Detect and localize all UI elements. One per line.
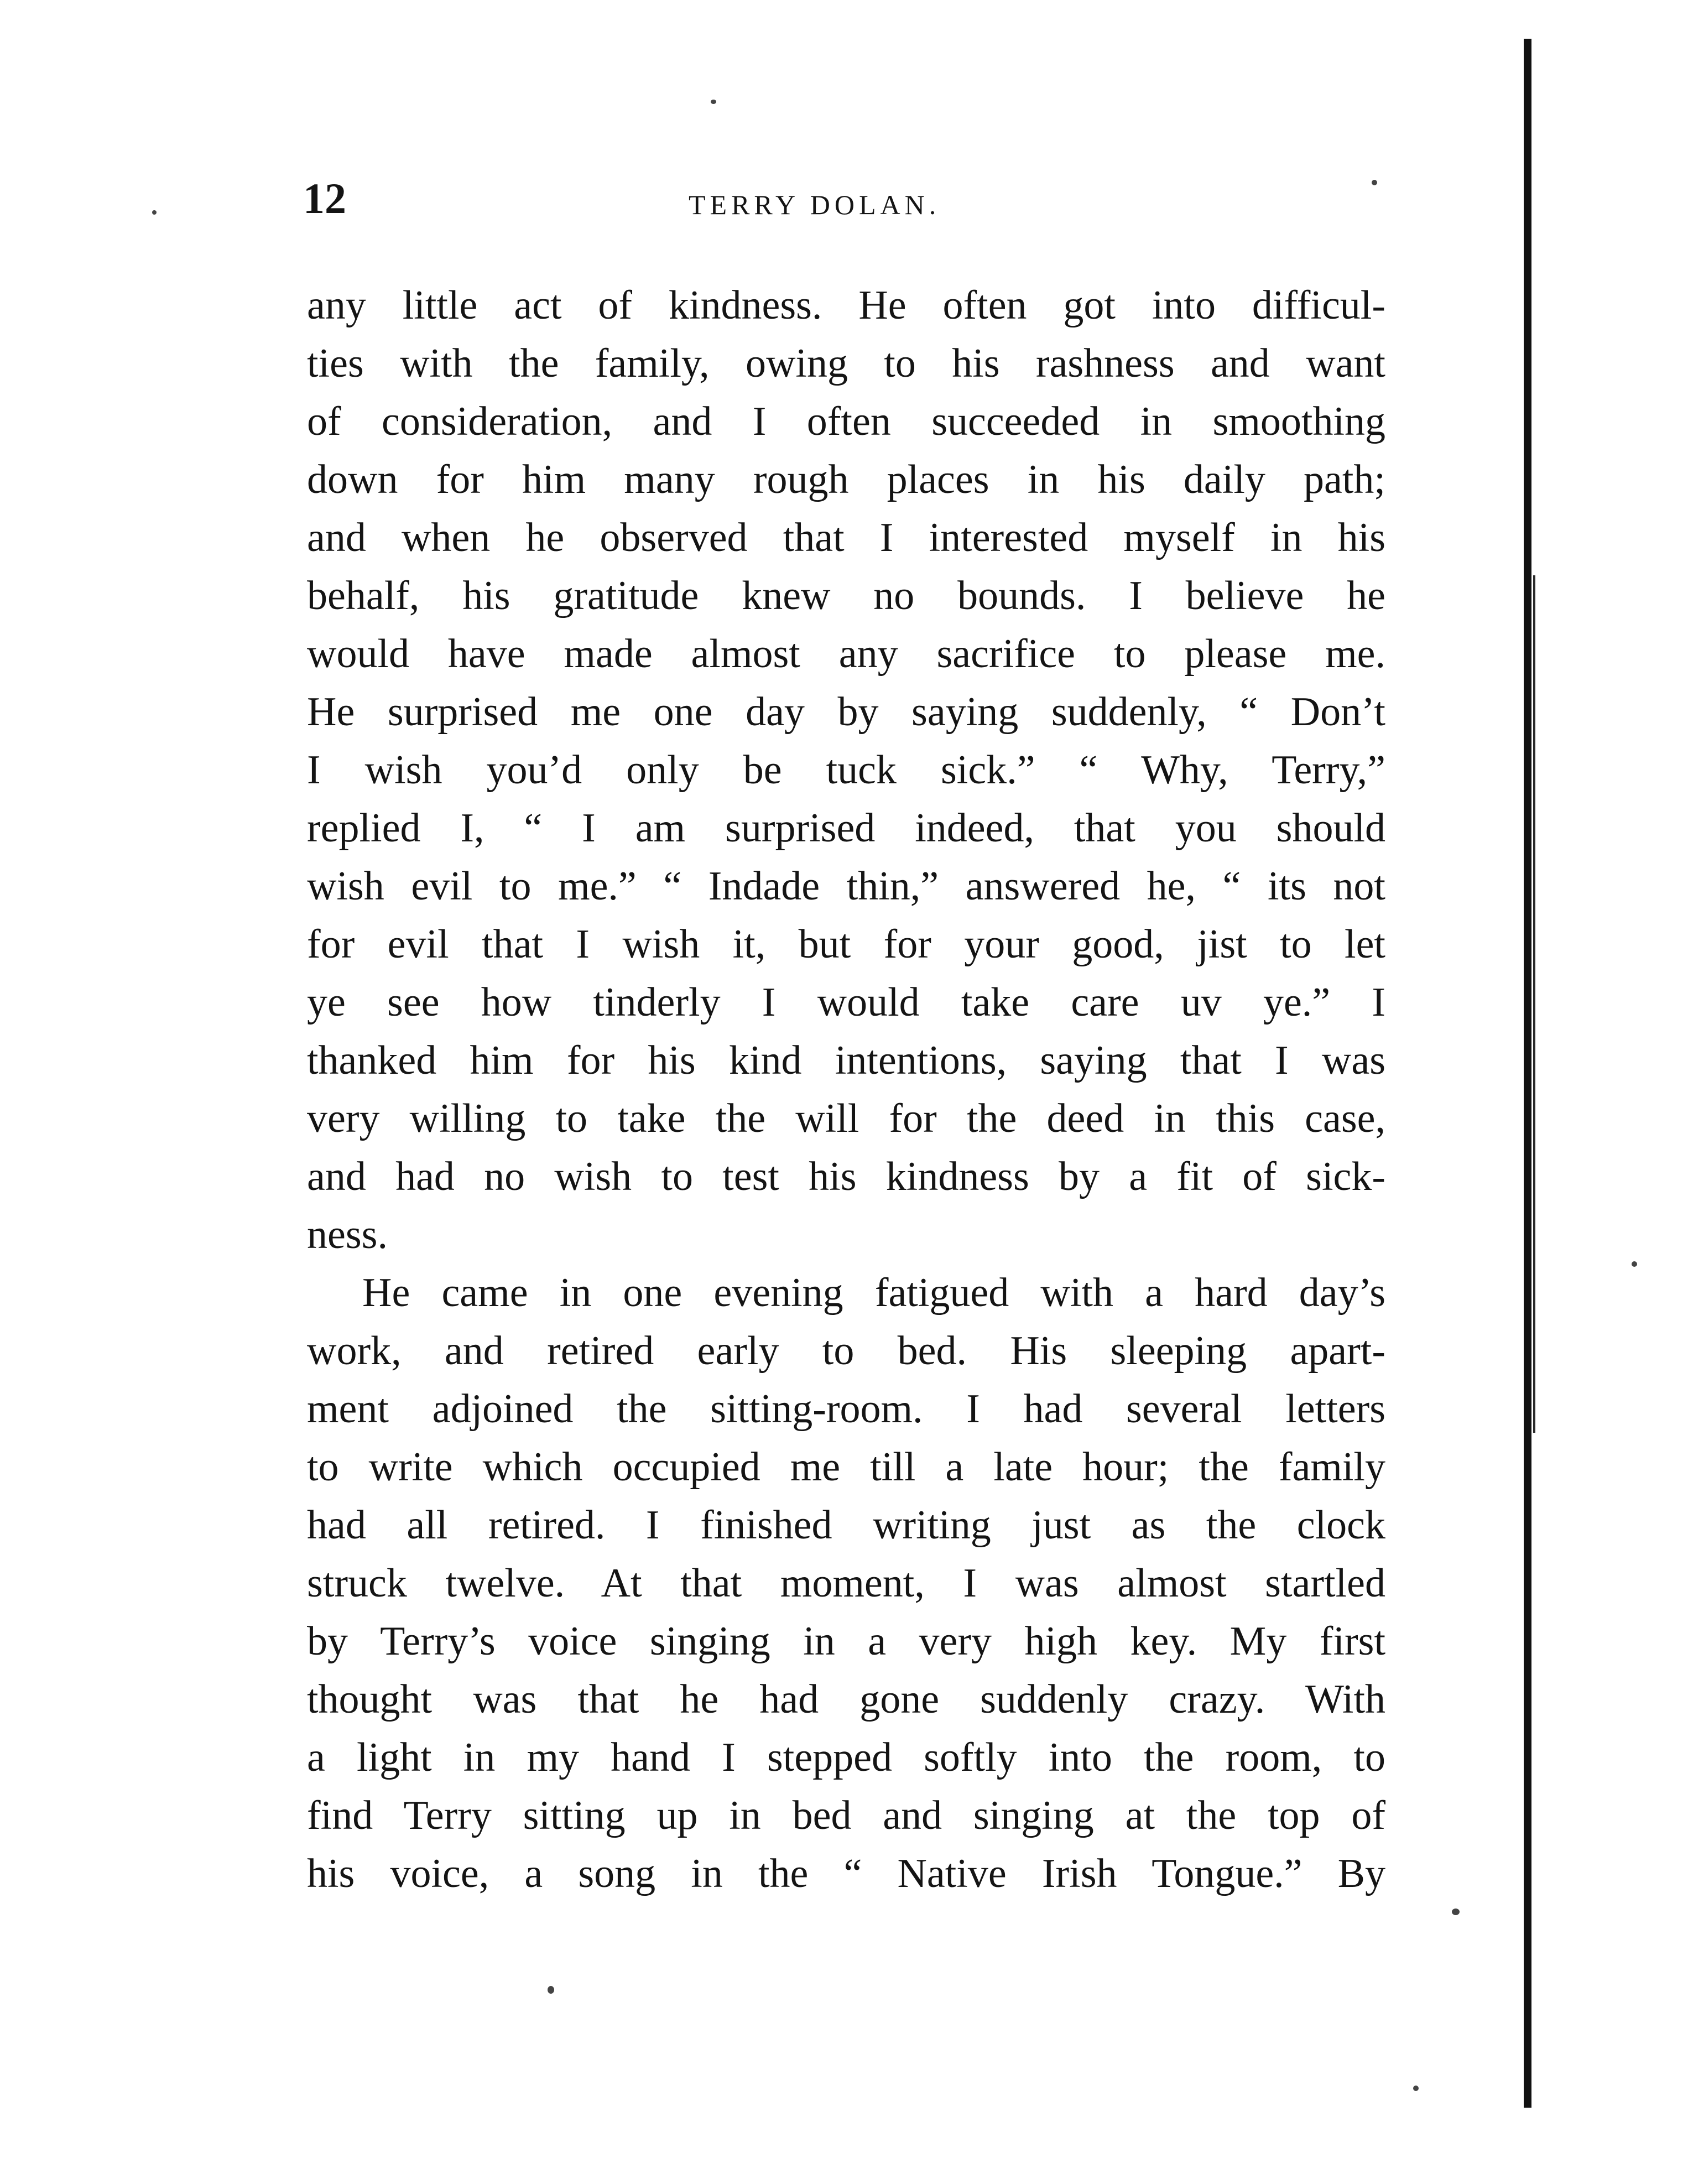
text-line: to write which occupied me till a late hour; the family: [307, 1444, 1385, 1490]
text-line: struck twelve. At that moment, I was almost startled: [307, 1561, 1385, 1606]
scan-speck: [548, 1986, 554, 1994]
paragraph-first-line: He came in one evening fatigued with a hard day’s: [362, 1270, 1385, 1315]
text-line: a light in my hand I stepped softly into the room, to: [307, 1735, 1385, 1780]
scan-speck: [1632, 1261, 1637, 1267]
text-line: ment adjoined the sitting-room. I had several letters: [307, 1386, 1385, 1432]
running-head: TERRY DOLAN.: [689, 189, 941, 220]
text-line: of consideration, and I often succeeded in smoothing: [307, 399, 1385, 444]
text-line: I wish you’d only be tuck sick.” “ Why, Terry,”: [307, 747, 1385, 793]
text-line: find Terry sitting up in bed and singing at the top of: [307, 1793, 1385, 1838]
scan-speck: [1413, 2086, 1419, 2091]
text-line: ness.: [307, 1212, 388, 1257]
text-line: had all retired. I finished writing just as the clock: [307, 1502, 1385, 1548]
text-line: wish evil to me.” “ Indade thin,” answered he, “ its not: [307, 864, 1385, 909]
text-line: ye see how tinderly I would take care uv ye.” I: [307, 980, 1385, 1025]
text-line: thought was that he had gone suddenly crazy. With: [307, 1677, 1385, 1722]
text-line: work, and retired early to bed. His sleeping apart-: [307, 1328, 1385, 1374]
scan-speck: [711, 100, 716, 104]
text-line: would have made almost any sacrifice to please me.: [307, 631, 1385, 677]
scan-speck: [152, 210, 157, 215]
text-line: by Terry’s voice singing in a very high key. My first: [307, 1619, 1385, 1664]
text-line: ties with the family, owing to his rashness and want: [307, 341, 1385, 386]
page-number: 12: [303, 174, 346, 222]
scan-speck: [1372, 180, 1377, 185]
text-line: He surprised me one day by saying suddenly, “ Don’t: [307, 689, 1385, 735]
text-line: for evil that I wish it, but for your good, jist to let: [307, 922, 1385, 967]
text-line: any little act of kindness. He often got into difficul-: [307, 283, 1385, 328]
text-line: and when he observed that I interested myself in his: [307, 515, 1385, 560]
text-line: behalf, his gratitude knew no bounds. I believe he: [307, 573, 1385, 618]
text-line: his voice, a song in the “ Native Irish Tongue.” By: [307, 1851, 1385, 1896]
text-line: and had no wish to test his kindness by a fit of sick-: [307, 1154, 1385, 1199]
text-line: thanked him for his kind intentions, saying that I was: [307, 1038, 1385, 1083]
body-text: [307, 277, 1385, 1903]
text-line: replied I, “ I am surprised indeed, that you should: [307, 805, 1385, 851]
text-line: down for him many rough places in his daily path;: [307, 457, 1385, 502]
binding-edge-shadow: [1533, 575, 1535, 1433]
scan-speck: [1452, 1909, 1460, 1915]
binding-edge: [1524, 39, 1531, 2108]
text-line: very willing to take the will for the deed in this case,: [307, 1096, 1385, 1141]
